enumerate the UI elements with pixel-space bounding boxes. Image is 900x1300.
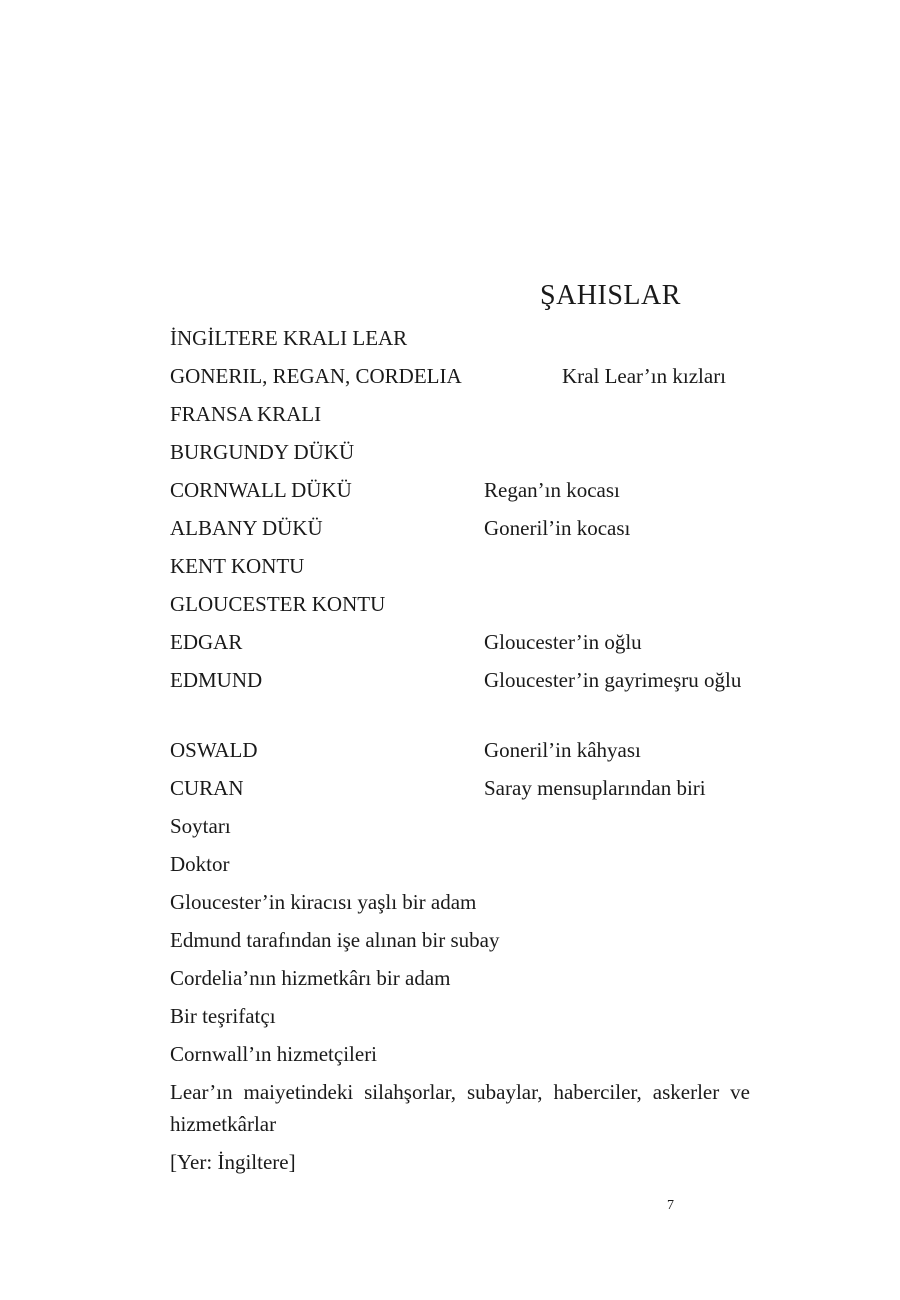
minor-role: Lear’ın maiyetindeki silahşorlar, subaylar, haberciler, askerler ve hizmetkârlar xyxy=(170,1080,750,1136)
character-name: İNGİLTERE KRALI LEAR xyxy=(170,326,408,350)
cast-list xyxy=(170,322,750,1184)
character-name: EDGAR xyxy=(170,630,243,654)
minor-role: Cordelia’nın hizmetkârı bir adam xyxy=(170,966,451,990)
cast-entry xyxy=(170,360,750,392)
cast-entry xyxy=(170,664,750,728)
character-name: GLOUCESTER KONTU xyxy=(170,592,386,616)
cast-entry xyxy=(170,474,750,506)
character-description: Goneril’in kâhyası xyxy=(484,738,641,762)
cast-entry xyxy=(170,512,750,544)
cast-entry xyxy=(170,772,750,804)
character-name: CURAN xyxy=(170,776,244,800)
character-name: CORNWALL DÜKÜ xyxy=(170,478,352,502)
cast-entry xyxy=(170,322,750,354)
cast-entry xyxy=(170,626,750,658)
character-description: Goneril’in kocası xyxy=(484,516,631,540)
character-description: Saray mensuplarından biri xyxy=(484,776,706,800)
character-name: EDMUND xyxy=(170,668,263,692)
character-name: FRANSA KRALI xyxy=(170,402,322,426)
character-name: ALBANY DÜKÜ xyxy=(170,516,323,540)
minor-role: Soytarı xyxy=(170,814,231,838)
minor-role: Cornwall’ın hizmetçileri xyxy=(170,1042,378,1066)
character-description: Kral Lear’ın kızları xyxy=(562,364,727,388)
character-description: Gloucester’in gayrimeşru oğlu xyxy=(484,668,742,692)
cast-entry xyxy=(170,734,750,766)
cast-entry xyxy=(170,436,750,468)
cast-entry xyxy=(170,398,750,430)
character-name: GONERIL, REGAN, CORDELIA xyxy=(170,364,462,388)
minor-role: Doktor xyxy=(170,852,230,876)
character-name: KENT KONTU xyxy=(170,554,305,578)
character-name: BURGUNDY DÜKÜ xyxy=(170,440,355,464)
cast-entry xyxy=(170,588,750,620)
character-name: OSWALD xyxy=(170,738,258,762)
minor-role: Edmund tarafından işe alınan bir subay xyxy=(170,928,500,952)
page-title: ŞAHISLAR xyxy=(540,280,681,311)
cast-entry xyxy=(170,550,750,582)
minor-role: Gloucester’in kiracısı yaşlı bir adam xyxy=(170,890,477,914)
page-number: 7 xyxy=(667,1198,674,1213)
character-description: Gloucester’in oğlu xyxy=(484,630,642,654)
character-description: Regan’ın kocası xyxy=(484,478,620,502)
setting-note: [Yer: İngiltere] xyxy=(170,1150,296,1174)
minor-role: Bir teşrifatçı xyxy=(170,1004,276,1028)
